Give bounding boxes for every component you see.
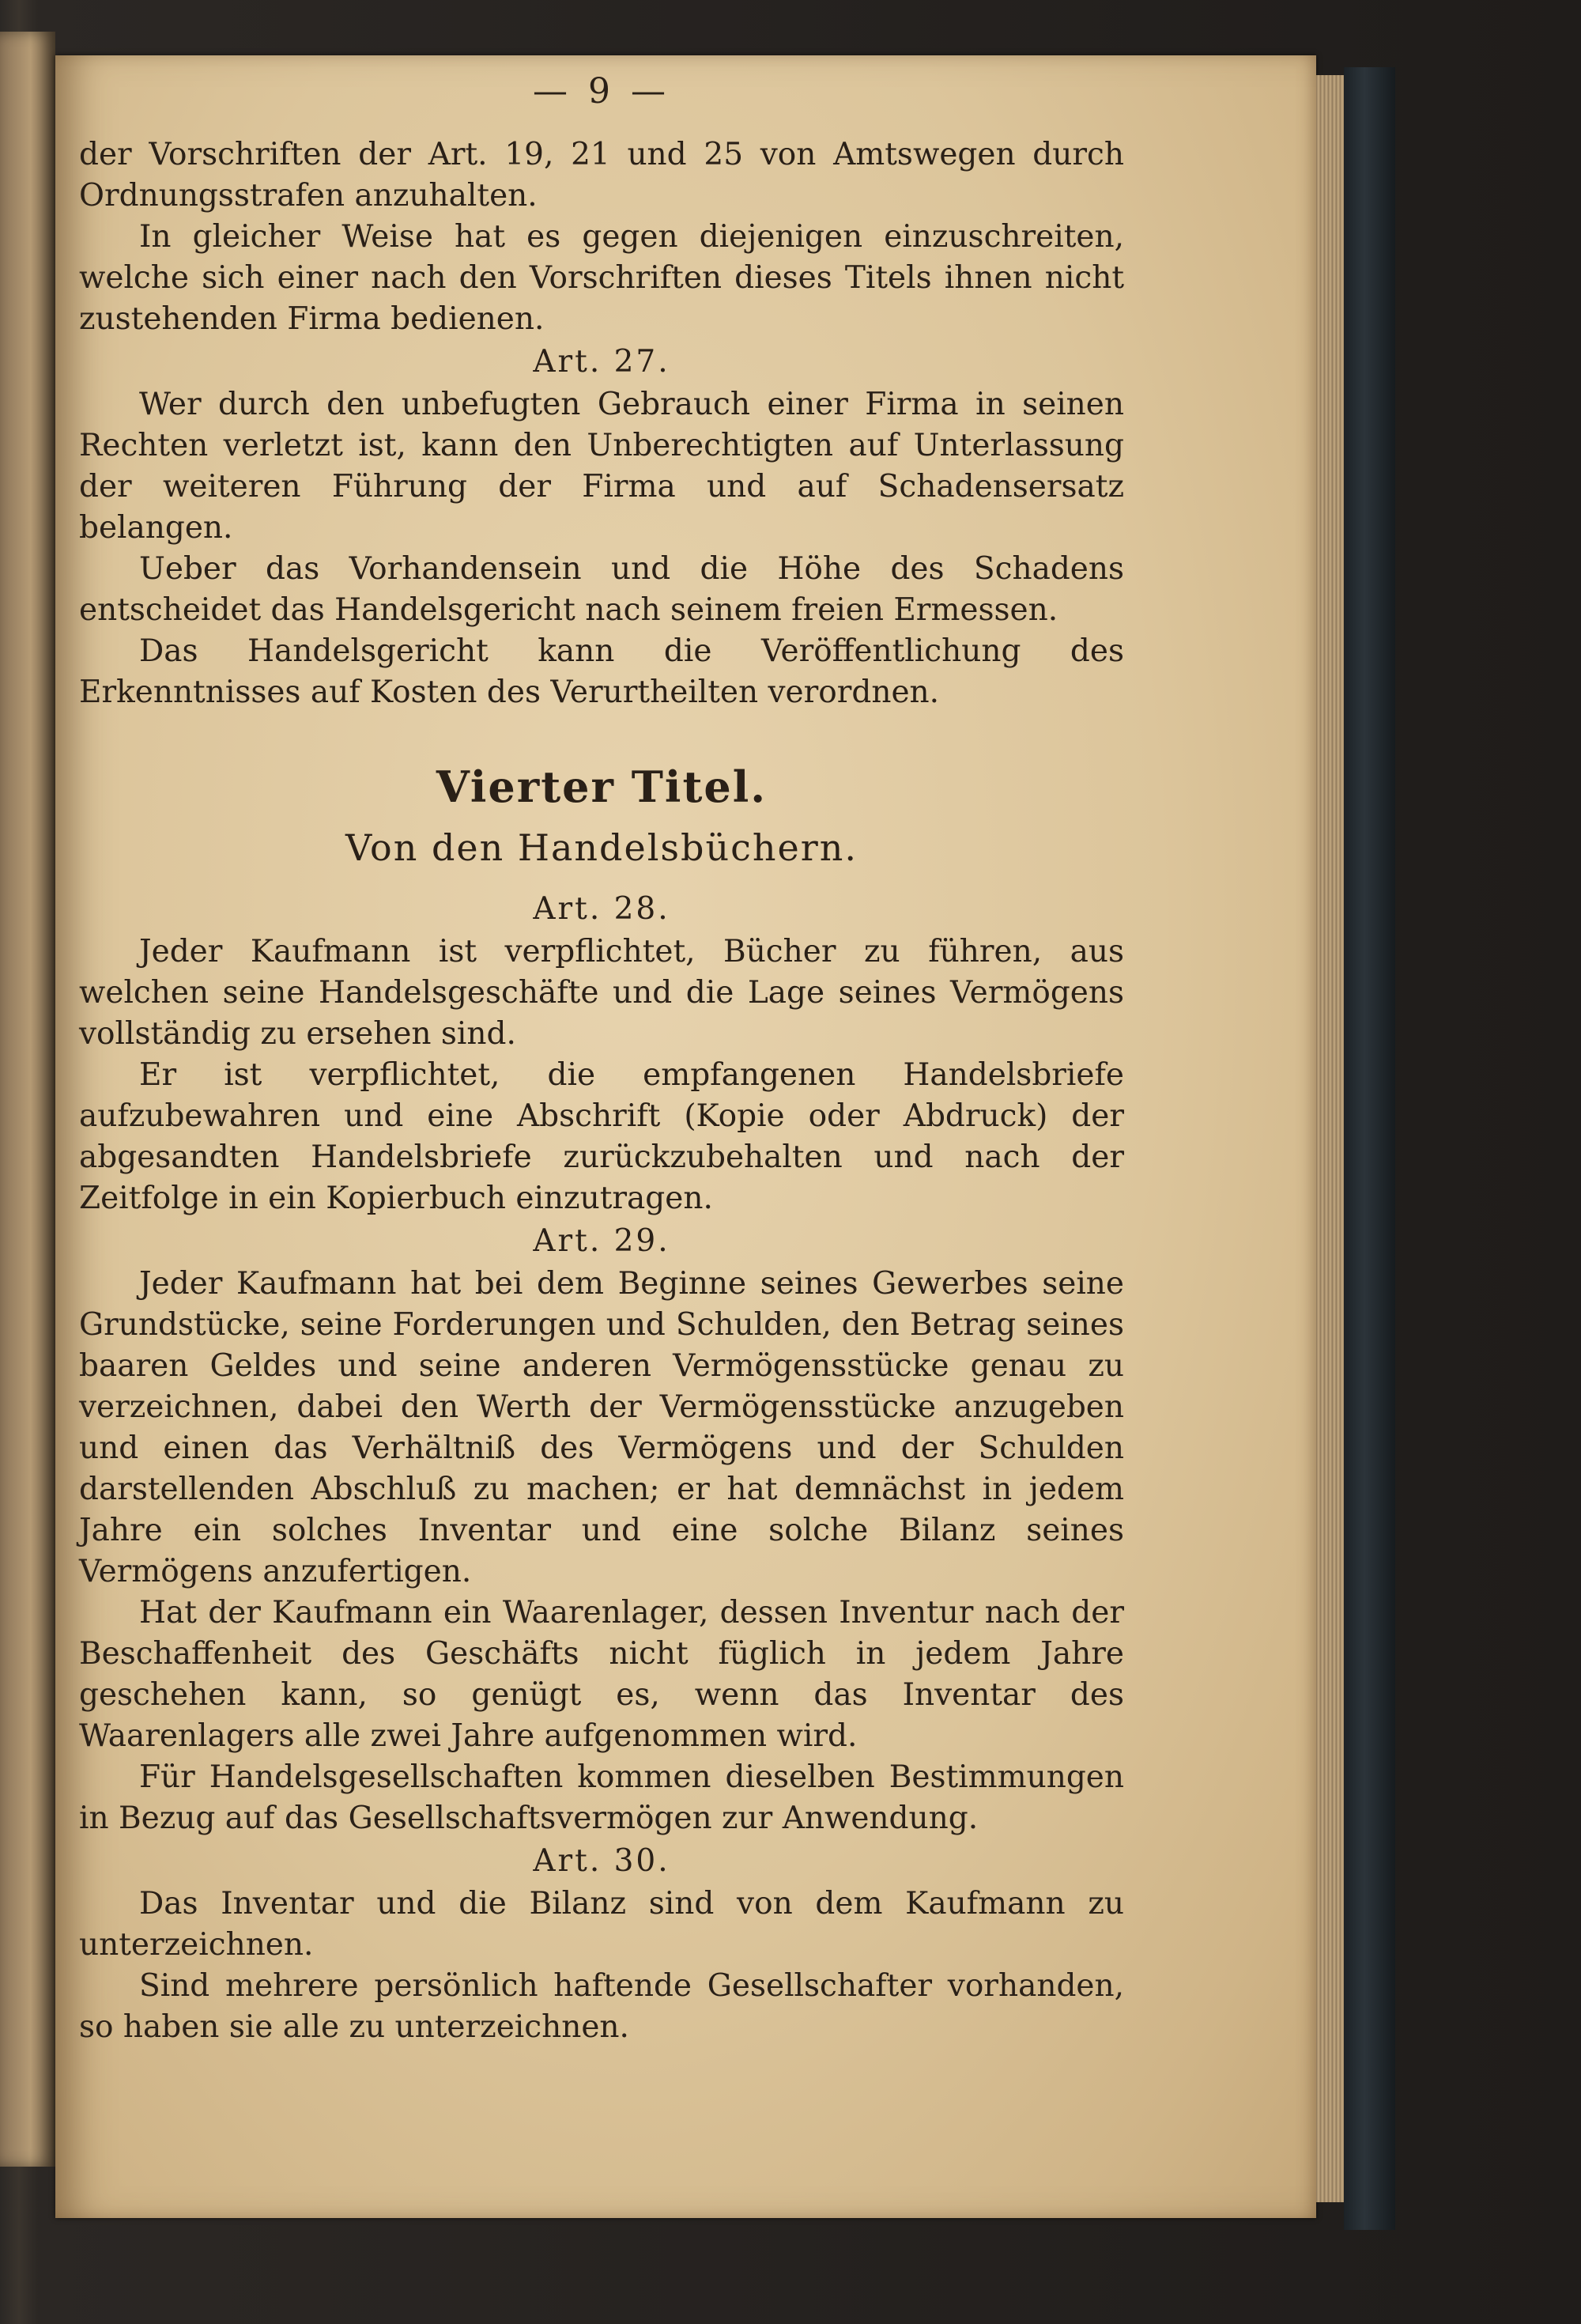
paragraph: Das Handelsgericht kann die Veröffentlichung des Erkenntnisses auf Kosten des Verurtheilten verordnen. <box>79 633 1124 710</box>
paragraph: Hat der Kaufmann ein Waarenlager, dessen Inventur nach der Beschaffenheit des Geschäfts nicht füglich in jedem Jahre geschehen kann, so genügt es, wenn das Inventar des Waarenlagers alle zwei Jahre aufgenommen wird. <box>79 1595 1124 1754</box>
paragraph: Jeder Kaufmann ist verpflichtet, Bücher zu führen, aus welchen seine Handelsgeschäfte und die Lage seines Vermögens vollständig zu ersehen sind. <box>79 934 1124 1052</box>
paragraph: Sind mehrere persönlich haftende Gesellschafter vorhanden, so haben sie alle zu unterzeichnen. <box>79 1968 1124 2045</box>
article-heading: Art. 30. <box>533 1843 670 1879</box>
section-subtitle: Von den Handelsbüchern. <box>345 826 858 869</box>
paragraph: Das Inventar und die Bilanz sind von dem Kaufmann zu unterzeichnen. <box>79 1886 1124 1963</box>
article-heading: Art. 28. <box>533 891 670 927</box>
section-title: Vierter Titel. <box>436 761 768 812</box>
paragraph: Ueber das Vorhandensein und die Höhe des Schadens entscheidet das Handelsgericht nach seinem freien Ermessen. <box>79 551 1124 628</box>
paragraph: der Vorschriften der Art. 19, 21 und 25 von Amtswegen durch Ordnungsstrafen anzuhalten. <box>79 137 1124 214</box>
article-heading: Art. 27. <box>533 344 670 380</box>
paragraph: Er ist verpflichtet, die empfangenen Handelsbriefe aufzubewahren und eine Abschrift (Kopie oder Abdruck) der abgesandten Handelsbriefe zurückzubehalten und nach der Zeitfolge in ein Kopierbuch einzutragen. <box>79 1057 1124 1216</box>
page-stack-edge <box>1316 75 1344 2202</box>
book-cover <box>1344 67 1395 2230</box>
paragraph: Für Handelsgesellschaften kommen dieselben Bestimmungen in Bezug auf das Gesellschaftsvermögen zur Anwendung. <box>79 1759 1124 1836</box>
page-number: — 9 — <box>533 71 670 111</box>
paragraph: In gleicher Weise hat es gegen diejenigen einzuschreiten, welche sich einer nach den Vorschriften dieses Titels ihnen nicht zustehenden Firma bedienen. <box>79 219 1124 337</box>
paragraph: Jeder Kaufmann hat bei dem Beginne seines Gewerbes seine Grundstücke, seine Forderungen und Schulden, den Betrag seines baaren Geldes und seine anderen Vermögensstücke genau zu verzeichnen, dabei den Werth der Vermögensstücke anzugeben und einen das Verhältniß des Vermögens und der Schulden darstellenden Abschluß zu machen; er hat demnächst in jedem Jahre ein solches Inventar und eine solche Bilanz seines Vermögens anzufertigen. <box>79 1266 1124 1589</box>
paragraph: Wer durch den unbefugten Gebrauch einer Firma in seinen Rechten verletzt ist, kann den Unberechtigten auf Unterlassung der weiteren Führung der Firma und auf Schadensersatz belangen. <box>79 387 1124 546</box>
text-blocks <box>79 134 1124 2048</box>
article-heading: Art. 29. <box>533 1223 670 1259</box>
previous-page-edge <box>0 32 55 2167</box>
page-text <box>79 71 1124 2048</box>
